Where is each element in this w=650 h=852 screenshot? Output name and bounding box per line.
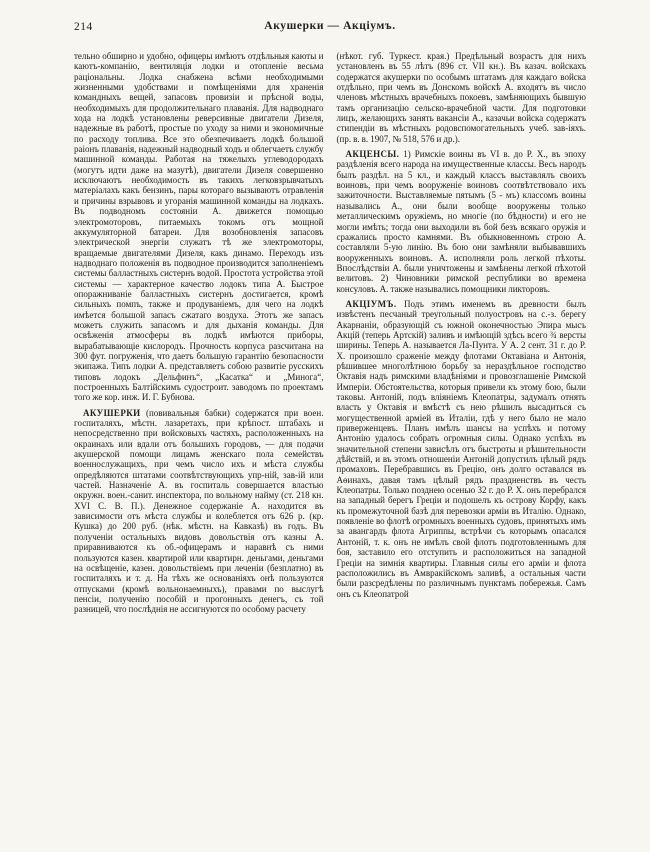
text-columns [74, 51, 586, 615]
page-header [74, 20, 586, 38]
entry-body: (повивальныя бабки) содержатся при воен. госпиталяхъ, мѣстн. лазаретахъ, при крѣпост. штабахъ и непосредственно при войсковыхъ частяхъ, расположенныхъ на окраинахъ или вдали отъ большихъ городовъ, — для подачи акушерской помощи лицамъ женскаго пола семействъ военнослужащихъ, при чемъ число ихъ и мѣста службы опредѣляются штатами соотвѣтствующихъ упр-ній, зав-ій или частей. Назначеніе А. въ госпиталь совершается властью окружн. воен.-санит. инспектора, по вольному найму (ст. 218 кн. XVI С. В. П.). Денежное содержаніе А. находится въ зависимости отъ мѣста службы и колеблется отъ 626 р. (кр. Кушка) до 200 руб. (нѣк. мѣстн. на Кавказѣ) въ годъ. Въ полученіи остальныхъ видовъ довольствія отъ казны А. приравниваются къ об.-офицерамъ и наравнѣ съ ними пользуются казен. квартирой или квартирн. деньгами, деньгами на освѣщеніе, казен. довольствіемъ при леченіи (безплатно) въ госпиталяхъ и т. д. На тѣхъ же основаніяхъ онѣ пользуются отпусками (кромѣ вольнонаемныхъ), правами по выслугѣ пенсіи, полученію пособій и прогонныхъ денегъ, съ той разницей, что послѣднія не ассигнуются по особому расчету [74, 407, 324, 615]
left-column [74, 51, 324, 615]
entry-akcensy [337, 149, 587, 294]
article-continuation-submarine [74, 51, 324, 403]
entry-akusherki [74, 408, 324, 615]
right-column [337, 51, 587, 615]
entry-body: 1) Римскіе воины въ VI в. до Р. Х., въ эпоху раздѣленія всего народа на имущественные классы. Весь народъ былъ раздѣл. на 5 кл., и каждый классъ выставлялъ своихъ воиновъ, при чемъ вооруженіе воиновъ соотвѣтствовало ихъ зажиточности. Выставляемые пятымъ (5 - мъ) классомъ воины назывались А., они были вообще вооружены только металлическимъ оружіемъ, но многіе (по бѣдности) и его не могли имѣть; тогда они выходили въ бой безъ всякаго оружія и сражались просто камнями. Въ обыкновенномъ строю А. составляли 5-ую линію. Въ бою они замѣняли выбывавшихъ вооруженныхъ воиновъ. А. исполняли роль легкой пѣхоты. Впослѣдствіи А. были уничтожены и замѣнены легкой пѣхотой велитовъ. 2) Чиновники римской республики во времена консуловъ. А. также назывались помощники ликторовъ. [336, 149, 586, 294]
entry-body: Подъ этимъ именемъ въ древности былъ извѣстенъ песчаный треугольный полуостровъ на с.-з. берегу Акарнаніи, образующій съ южной оконечностью Эпира мысъ Акцій (теперь Артскій) заливъ и имѣющій здѣсь всего ¾ версты ширины. Теперь А. называется Ла-Пунта. У А. 2 сент. 31 г. до Р. Х. произошло сраженіе между флотами Октавіана и Антонія, рѣшившее многолѣтнюю борьбу за нераздѣльное господство Октавія надъ римскими владѣніями и провозглашеніе Римской Имперіи. Обстоятельства, которыя привели къ этому бою, были таковы. Антоній, подъ вліяніемъ Клеопатры, задумалъ отнять власть у Октавія и вмѣстѣ съ нею рѣшилъ высадиться съ могущественной арміей въ Италіи, гдѣ у него было не мало приверженцевъ. Планъ имѣлъ шансы на успѣхъ и потому Антонію удалось собрать огромныя силы. Однако успѣхъ въ значительной степени зависѣлъ отъ быстроты и рѣшительности дѣйствій, и въ этомъ отношеніи Антоній допустилъ цѣлый рядъ промаховъ. Перебравшись въ Грецію, онъ долго оставался въ Аѳинахъ, давая тамъ цѣлый рядъ праздненствъ въ честь Клеопатры. Только позднею осенью 32 г. до Р. Х. онъ перебрался на западный берегъ Греціи и подошелъ къ острову Корфу, какъ къ промежуточной базѣ для перевозки арміи въ Италію. Однако, появленіе во флотѣ огромныхъ военныхъ судовъ, принятыхъ имъ за авангардъ флота Агриппы, встрѣчи съ которымъ опасался Антоній, т. к. онъ не имѣлъ свой флотъ подготовленнымъ для боя, заставило его отступить и расположиться на западной Греціи на зимнія квартиры. Главныя силы его арміи и флота расположились въ Амвракійскомъ заливѣ, а остальныя части были разсредѣлены по различнымъ пунктамъ побережья. Самъ онъ съ Клеопатрой [336, 298, 586, 599]
entry-headword: АКУШЕРКИ [83, 407, 141, 418]
entry-headword: АКЦІУМЪ. [345, 298, 397, 309]
continuation-text: (нѣкот. губ. Туркест. края.) Предѣльный возрастъ для нихъ установленъ въ 55 лѣтъ (896 ст. VII кн.). Въ казач. войскахъ содержатся акушерки по особымъ штатамъ для каждаго войска отдѣльно, при чемъ въ Донскомъ войскѣ А. входятъ въ число членовъ мѣстныхъ врачебныхъ покоевъ, замѣняющихъ бывшую тамъ организацію сельско-врачебной части. Для подготовки лицъ, желающихъ занять вакансіи А., казачьи войска содержатъ стипендіи въ мѣстныхъ родовспомогательныхъ учеб. зав-іяхъ. (пр. в. в. 1907, № 518, 576 и др.). [336, 51, 586, 144]
page-number: 214 [74, 21, 93, 33]
continuation-text: тельно обширно и удобно, офицеры имѣютъ отдѣльныя каюты и каютъ-компанію, вентиляція лодки и отопленіе весьма раціональны. Лодка снабжена всѣми необходимыми жизненными удобствами и помѣщеніями для храненія командныхъ вещей, запасовъ провизіи и прѣсной воды, необходимыхъ для продолжительнаго плаванія. Для надводнаго хода на лодкѣ установлены реверсивные двигатели Дизеля, надежные въ работѣ, простые по уходу за ними и экономичные по расходу топлива. Все это обезпечиваетъ лодкѣ большой раіонъ плаванія, надежный надводный ходъ и облегчаетъ службу машинной команды. Работая на тяжелыхъ углеводородахъ (могутъ идти даже на мазутѣ), двигатели Дизеля совершенно исключаютъ необходимость въ такихъ легковзрывчатыхъ матеріалахъ какъ бензинъ, пары котораго вызываютъ отравленія и причины взрывовъ и угоранія машинной команды на лодкахъ. Въ подводномъ состояніи А. движется помощью электромоторовъ, питаемыхъ токомъ отъ мощной аккумуляторной батареи. Для возобновленія запасовъ электрической энергіи служатъ тѣ же электромоторы, вращаемые двигателями Дизеля, какъ динамо. Переходъ изъ надводнаго положенія въ подводное производится заполненіемъ системы балластныхъ систернъ водой. Простота устройства этой системы — характерное качество лодокъ типа А. Быстрое опоражниваніе балластныхъ систернъ достигается, кромѣ сильныхъ помпъ, также и продуваніемъ, для чего на лодкѣ имѣется большой запасъ сжатаго воздуха. Этотъ же запасъ можетъ служить запасомъ и для дыханія команды. Для освѣженія атмосферы въ лодкѣ имѣются приборы, вырабатывающіе кислородъ. Прочность корпуса разсчитана на 300 фут. погруженія, что даетъ большую гарантію безопасности экипажа. Типъ лодки А. представляетъ собою развитіе русскихъ типовъ лодокъ „Дельфинъ“, „Касатка“ и „Минога“, построенныхъ Балтійскимъ судостроит. заводомъ по проектамъ того же кор. инж. И. Г. Бубнова. [74, 51, 324, 403]
running-title: Акушерки — Акціумъ. [264, 20, 396, 32]
entry-akusherki-continuation [337, 51, 587, 144]
entry-headword: АКЦЕНСЫ. [345, 149, 400, 160]
entry-akcium [337, 299, 587, 599]
